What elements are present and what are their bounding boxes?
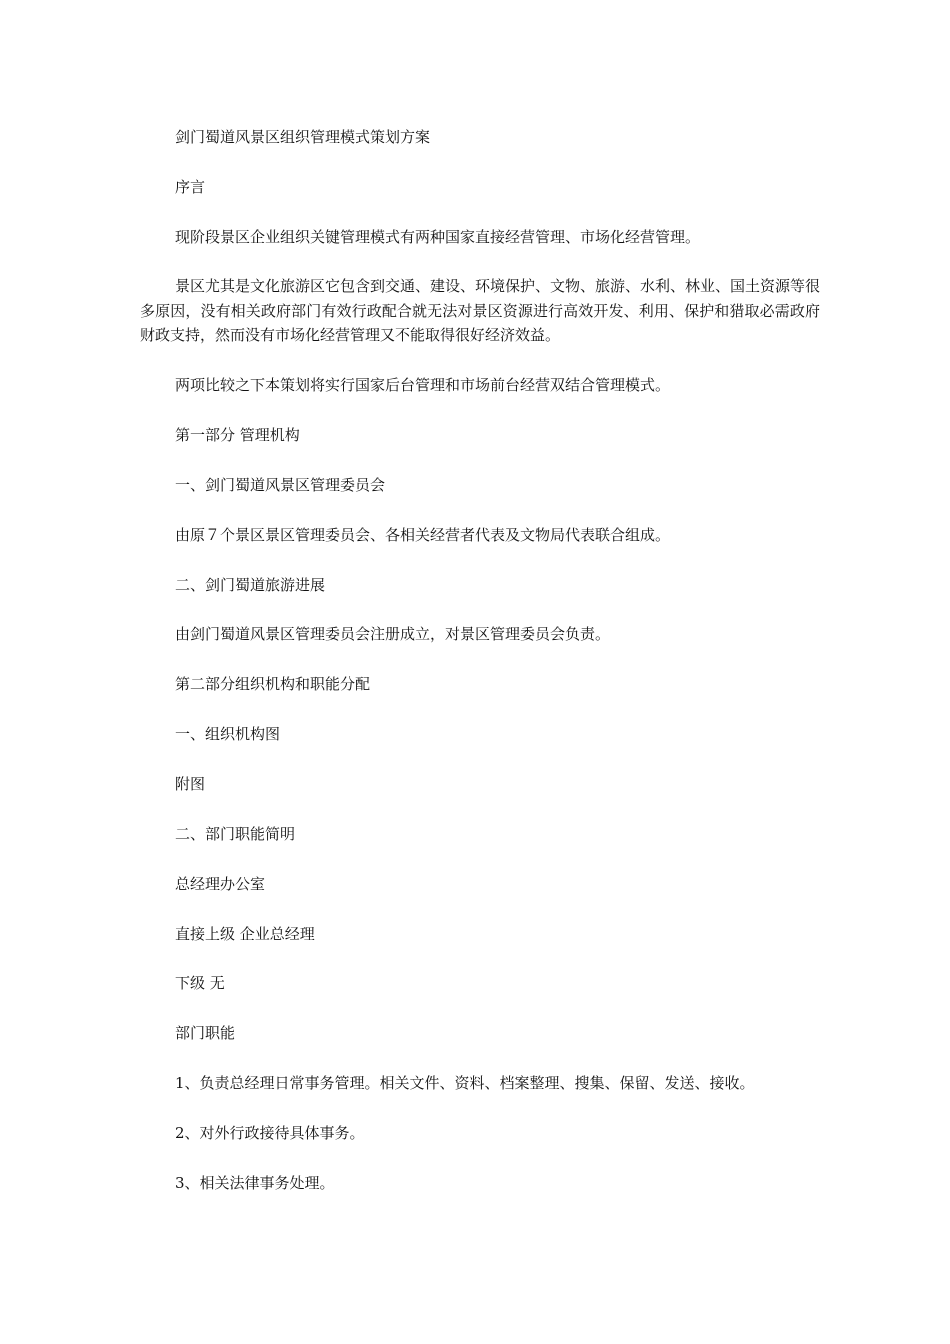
paragraph: 直接上级 企业总经理: [175, 925, 315, 943]
subsection-heading: 二、剑门蜀道旅游进展: [175, 576, 326, 594]
paragraph: 总经理办公室: [175, 875, 266, 893]
list-item: 3、相关法律事务处理。: [175, 1174, 335, 1192]
section-heading: 第二部分组织机构和职能分配: [175, 675, 371, 693]
subsection-heading: 一、组织机构图: [175, 725, 281, 743]
subsection-heading: 二、部门职能简明: [175, 825, 296, 843]
paragraph: 景区尤其是文化旅游区它包含到交通、建设、环境保护、文物、旅游、水利、林业、国土资源等很多原因，没有相关政府部门有效行政配合就无法对景区资源进行高效开发、利用、保护和猎取必需政府财政支持，然而没有市场化经营管理又不能取得很好经济效益。: [140, 277, 821, 344]
list-item: 2、对外行政接待具体事务。: [175, 1124, 365, 1142]
subsection-heading: 一、剑门蜀道风景区管理委员会: [175, 476, 386, 494]
paragraph: 部门职能: [175, 1024, 236, 1042]
paragraph: 两项比较之下本策划将实行国家后台管理和市场前台经营双结合管理模式。: [175, 376, 671, 394]
paragraph: 现阶段景区企业组织关键管理模式有两种国家直接经营管理、市场化经营管理。: [175, 228, 701, 246]
paragraph: 由剑门蜀道风景区管理委员会注册成立，对景区管理委员会负责。: [175, 625, 611, 643]
paragraph-preface: 序言: [175, 178, 206, 196]
list-item: 1、负责总经理日常事务管理。相关文件、资料、档案整理、搜集、保留、发送、接收。: [175, 1074, 755, 1092]
paragraph: 由原７个景区景区管理委员会、各相关经营者代表及文物局代表联合组成。: [175, 526, 671, 544]
document-title: 剑门蜀道风景区组织管理模式策划方案: [175, 128, 431, 146]
paragraph: 附图: [175, 775, 206, 793]
section-heading: 第一部分 管理机构: [175, 426, 300, 444]
paragraph: 下级 无: [175, 974, 225, 992]
